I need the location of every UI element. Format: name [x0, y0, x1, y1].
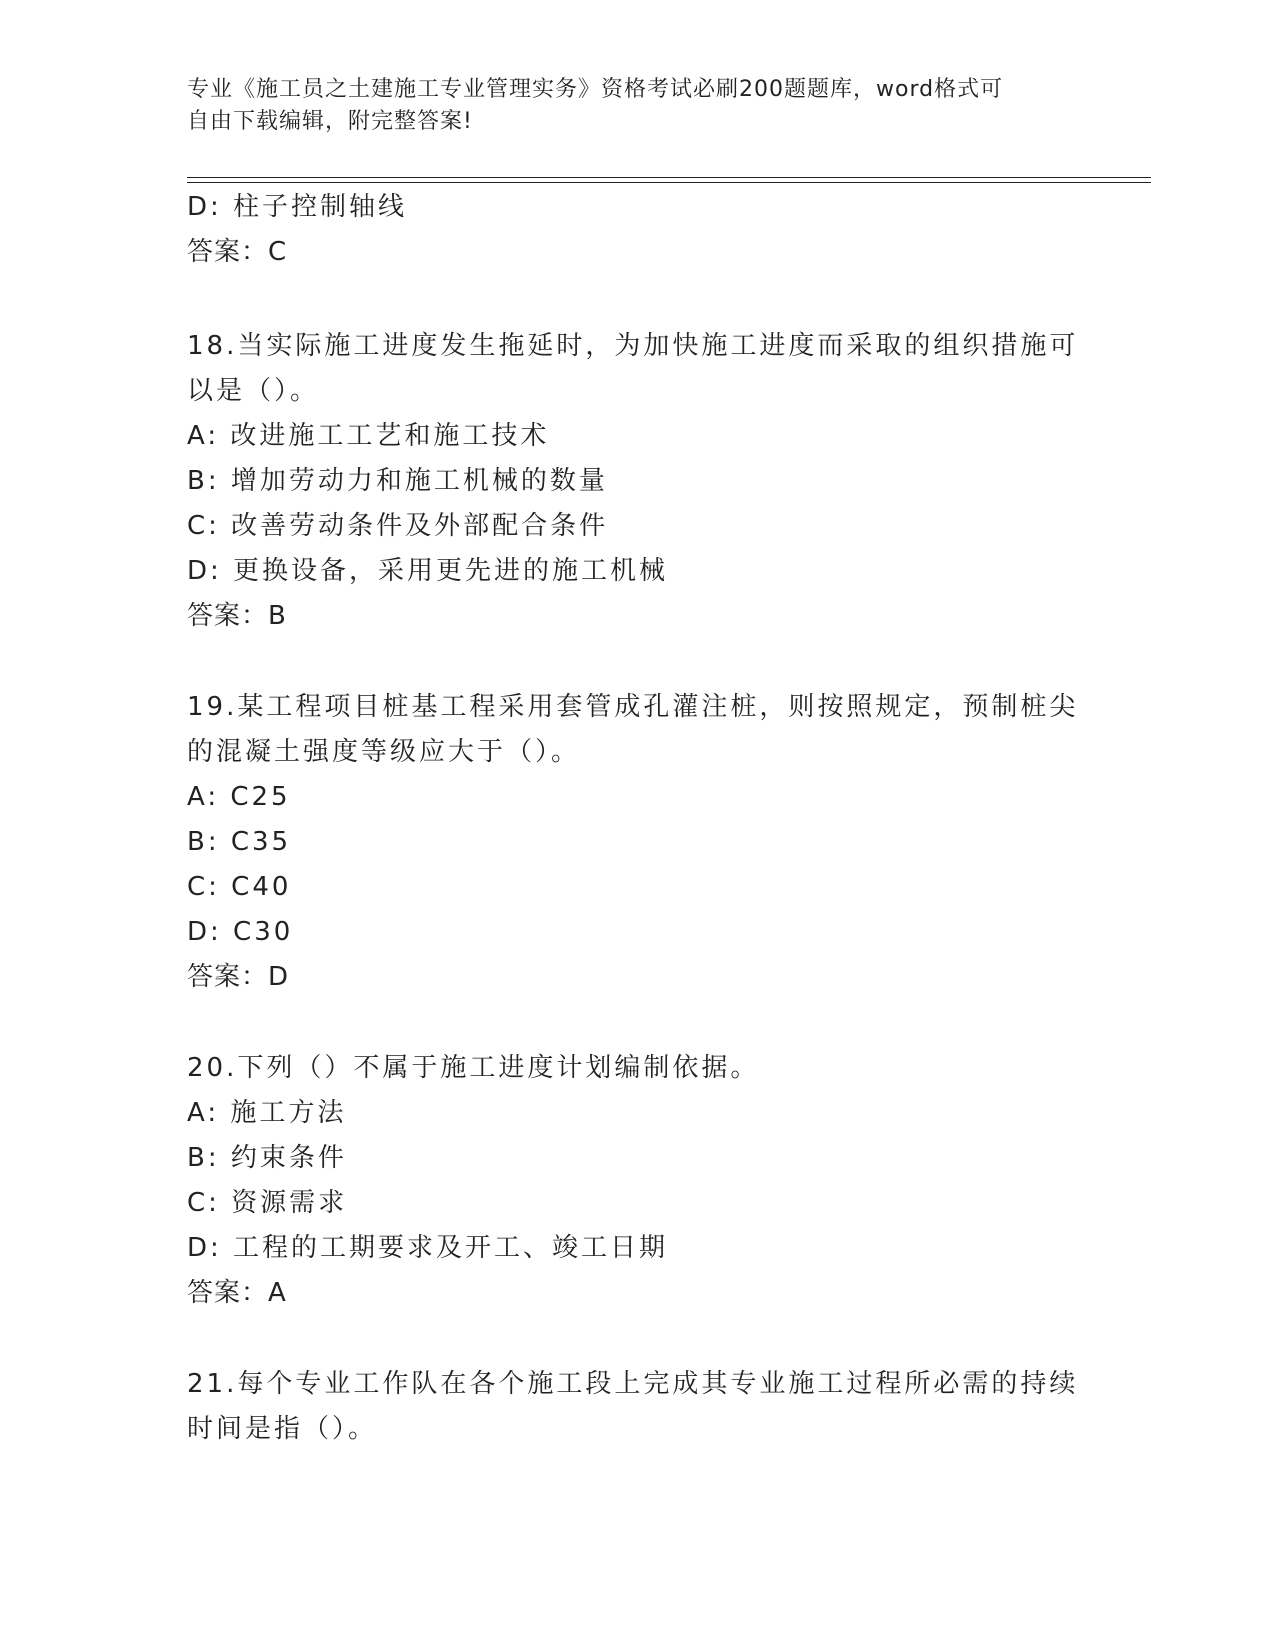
q19-stem-line-2: 的混凝土强度等级应大于（）。	[187, 737, 581, 767]
q20-answer: 答案：A	[187, 1278, 287, 1308]
q19-stem-line-1: 19.某工程项目桩基工程采用套管成孔灌注桩，则按照规定，预制桩尖	[187, 692, 1079, 722]
q19-option-b: B: C35	[187, 827, 292, 857]
q20-stem: 20.下列（）不属于施工进度计划编制依据。	[187, 1053, 760, 1083]
header-line-2: 自由下载编辑，附完整答案!	[187, 109, 473, 134]
q21-stem-line-1: 21.每个专业工作队在各个施工段上完成其专业施工过程所必需的持续	[187, 1369, 1079, 1399]
q20-option-b: B: 约束条件	[187, 1143, 347, 1173]
q19-option-a: A: C25	[187, 782, 291, 812]
header-line-1: 专业《施工员之土建施工专业管理实务》资格考试必刷200题题库，word格式可	[187, 77, 1004, 102]
header-divider-top	[187, 177, 1151, 178]
header-divider-bottom	[187, 182, 1151, 183]
q21-stem-line-2: 时间是指（）。	[187, 1414, 378, 1444]
q18-answer: 答案：B	[187, 601, 287, 631]
q19-option-d: D: C30	[187, 917, 294, 947]
q19-answer: 答案：D	[187, 962, 290, 992]
q18-option-b: B: 增加劳动力和施工机械的数量	[187, 466, 608, 496]
q19-option-c: C: C40	[187, 872, 292, 902]
q18-stem-line-1: 18.当实际施工进度发生拖延时，为加快施工进度而采取的组织措施可	[187, 331, 1079, 361]
q20-option-d: D: 工程的工期要求及开工、竣工日期	[187, 1233, 669, 1263]
q18-option-a: A: 改进施工工艺和施工技术	[187, 421, 550, 451]
q18-option-c: C: 改善劳动条件及外部配合条件	[187, 511, 609, 541]
q18-stem-line-2: 以是（）。	[187, 376, 320, 406]
q20-option-a: A: 施工方法	[187, 1098, 347, 1128]
q17-answer: 答案：C	[187, 237, 288, 267]
document-header	[187, 74, 1087, 138]
q20-option-c: C: 资源需求	[187, 1188, 348, 1218]
q18-option-d: D: 更换设备，采用更先进的施工机械	[187, 556, 669, 586]
q17-option-d: D: 柱子控制轴线	[187, 192, 408, 222]
